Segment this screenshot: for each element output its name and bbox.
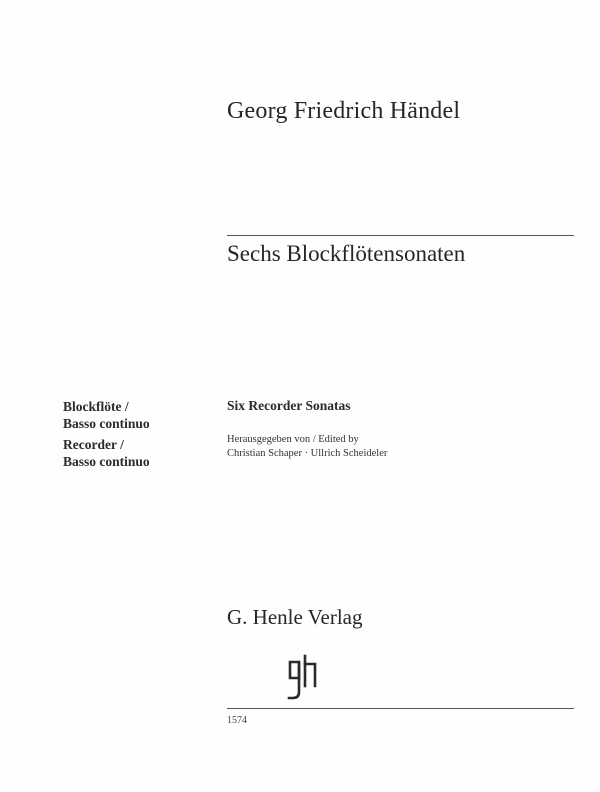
publisher-name: G. Henle Verlag	[227, 605, 363, 629]
english-title: Six Recorder Sonatas	[227, 398, 351, 413]
instrument-line-4: Basso continuo	[63, 454, 150, 469]
title-divider	[227, 235, 574, 236]
instrument-line-3: Recorder /	[63, 437, 124, 452]
editors-label: Herausgegeben von / Edited by	[227, 434, 359, 445]
editors-block	[227, 433, 387, 461]
composer-name: Georg Friedrich Händel	[227, 98, 461, 124]
catalog-number: 1574	[227, 715, 247, 726]
instrumentation	[63, 398, 150, 470]
footer-divider	[227, 708, 574, 709]
instrument-line-2: Basso continuo	[63, 416, 150, 431]
work-title: Sechs Blockflötensonaten	[227, 241, 466, 266]
henle-gh-logo-icon	[286, 654, 322, 700]
editors-names: Christian Schaper · Ullrich Scheideler	[227, 448, 388, 459]
instrument-line-1: Blockflöte /	[63, 399, 129, 414]
